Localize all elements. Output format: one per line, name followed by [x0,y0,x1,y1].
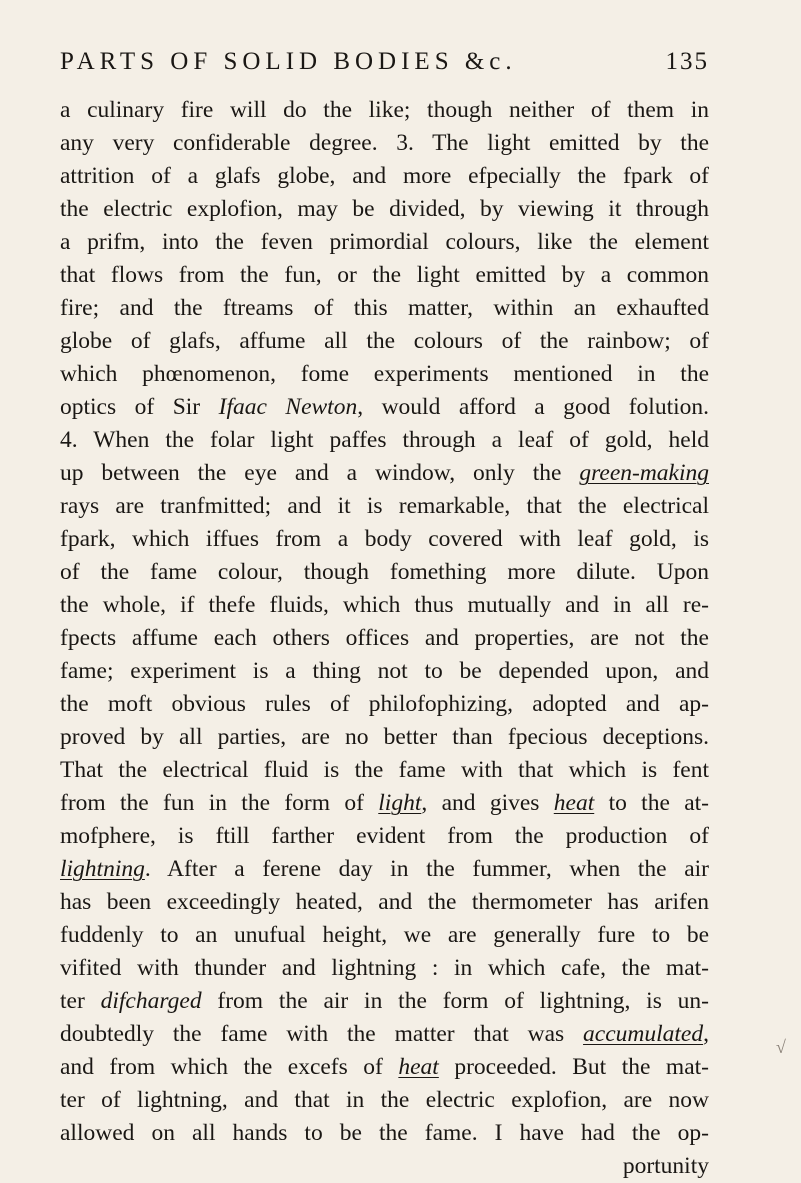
text-line [60,424,709,457]
emphasized-text: green-making [579,460,709,486]
text-line [60,193,709,226]
text-segment: vifited with thunder and lightning : in which cafe, the mat- [60,955,709,981]
text-line [60,820,709,853]
text-line [60,589,709,622]
text-segment: fuddenly to an unufual height, we are generally fure to be [60,922,709,948]
text-line [60,787,709,820]
emphasized-text: heat [553,790,595,816]
text-segment: attrition of a glafs globe, and more efpecially the fpark of [60,163,709,189]
text-line [60,226,709,259]
emphasized-text: lightning [60,856,145,882]
text-segment: allowed on all hands to be the fame. I have had the op- [60,1120,709,1146]
text-line [60,1051,709,1084]
text-line [60,853,709,886]
text-segment: optics of Sir [60,394,219,420]
text-segment: a prifm, into the feven primordial colours, like the element [60,229,709,255]
text-segment: and from which the excefs of [60,1054,399,1080]
text-line [60,1018,709,1051]
text-segment: fame; experiment is a thing not to be depended upon, and [60,658,709,684]
margin-mark: √ [776,1037,786,1057]
running-title: PARTS OF SOLID BODIES &c. [60,48,517,75]
text-segment: globe of glafs, affume all the colours of the rainbow; of [60,328,709,354]
text-line [60,160,709,193]
emphasized-text: accumulated [583,1021,704,1047]
text-line [60,655,709,688]
text-segment: , [703,1021,709,1047]
text-segment: from the fun in the form of [60,790,379,816]
text-segment: portunity [622,1153,709,1179]
text-line [60,457,709,490]
page-number: 135 [665,48,709,75]
text-line [60,490,709,523]
body-text [60,94,709,1183]
emphasized-text: heat [398,1054,439,1080]
text-segment: the electric explofion, may be divided, by viewing it through [60,196,709,222]
text-segment: doubtedly the fame with the matter that was [60,1021,584,1047]
text-segment: that flows from the fun, or the light emitted by a common [60,262,709,288]
text-segment: of the fame colour, though fomething more dilute. Upon [60,559,709,585]
text-line [60,985,709,1018]
emphasized-text: Ifaac Newton [218,394,358,420]
text-segment: which phœnomenon, fome experiments mentioned in the [60,361,709,387]
text-segment: 4. When the folar light paffes through a leaf of gold, held [60,427,709,453]
text-segment: any very confiderable degree. 3. The light emitted by the [60,130,709,156]
text-line [60,94,709,127]
text-line [60,952,709,985]
text-line [60,1117,709,1150]
emphasized-text: difcharged [100,988,202,1014]
text-line [60,622,709,655]
text-line [60,721,709,754]
text-segment: proved by all parties, are no better than fpecious deceptions. [60,724,709,750]
text-line [60,886,709,919]
text-segment: fpark, which iffues from a body covered with leaf gold, is [60,526,709,552]
text-segment: mofphere, is ftill farther evident from the production of [60,823,709,849]
text-segment: fpects affume each others offices and properties, are not the [60,625,709,651]
text-segment: the moft obvious rules of philofophizing, adopted and ap- [60,691,709,717]
text-segment: ter [60,988,101,1014]
text-segment: a culinary fire will do the like; though neither of them in [60,97,709,123]
text-segment: ter of lightning, and that in the electric explofion, are now [60,1087,709,1113]
text-segment: proceeded. But the mat- [438,1054,709,1080]
emphasized-text: light [378,790,422,816]
running-head [60,48,709,88]
text-line [60,556,709,589]
text-segment: , and gives [421,790,554,816]
text-line [60,919,709,952]
text-segment: rays are tranfmitted; and it is remarkable, that the electrical [60,493,709,519]
text-line [60,358,709,391]
text-segment: from the air in the form of lightning, is un- [201,988,709,1014]
text-segment: has been exceedingly heated, and the thermometer has arifen [60,889,709,915]
text-line [60,1084,709,1117]
text-segment: the whole, if thefe fluids, which thus mutually and in all re- [60,592,709,618]
text-line [60,523,709,556]
text-line [60,688,709,721]
text-segment: to the at- [594,790,709,816]
text-segment: up between the eye and a window, only the [60,460,580,486]
text-line [60,325,709,358]
text-line [60,259,709,292]
text-segment: fire; and the ftreams of this matter, within an exhaufted [60,295,709,321]
text-segment: , would afford a good folution. [357,394,710,420]
text-line [60,292,709,325]
text-segment: That the electrical fluid is the fame with that which is fent [60,757,709,783]
text-line [60,391,709,424]
text-line [60,754,709,787]
text-segment: . After a ferene day in the fummer, when the air [144,856,709,882]
text-line [60,127,709,160]
